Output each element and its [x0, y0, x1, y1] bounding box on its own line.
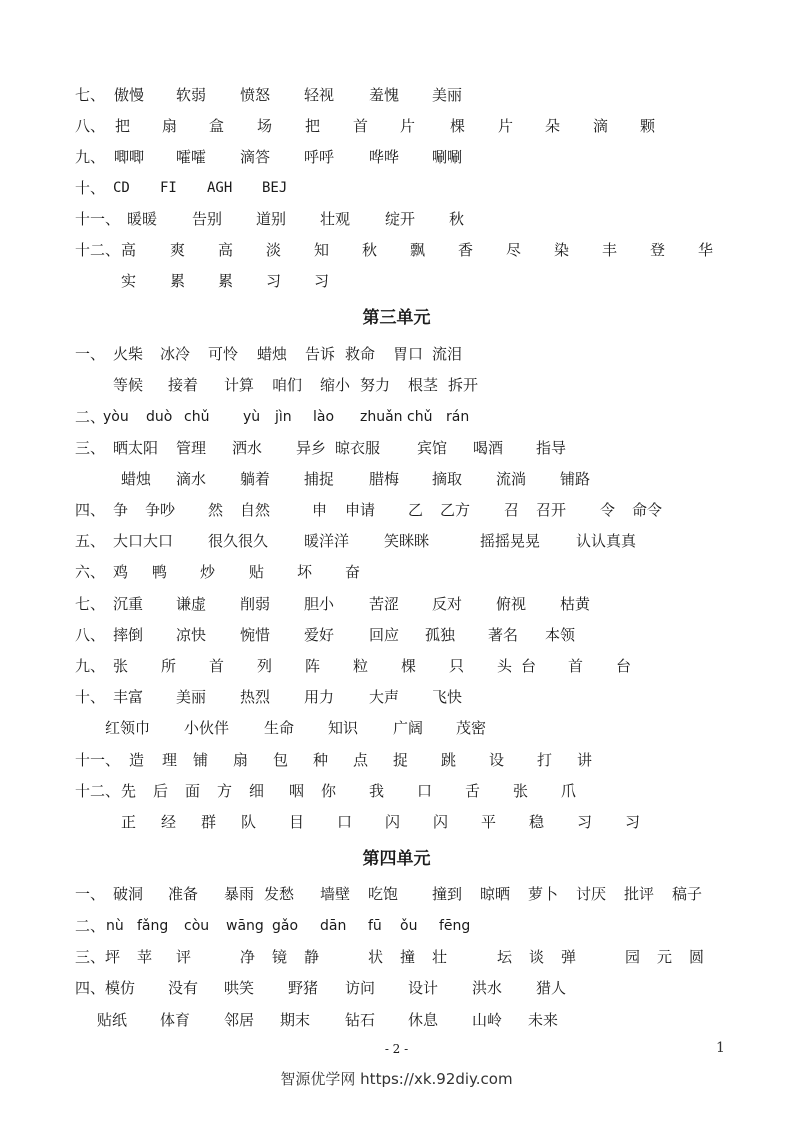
pinyin-word: chǔ: [184, 409, 210, 425]
row-number: 三、: [75, 439, 106, 457]
answer-word: 闪: [385, 813, 401, 831]
answer-word: 撞: [400, 948, 416, 966]
pinyin-word: nù: [106, 918, 124, 934]
answer-word: 羞愧: [369, 86, 400, 104]
answer-word: 救命: [345, 345, 376, 363]
answer-word: 扇: [233, 751, 249, 769]
answer-word: 片: [400, 117, 416, 135]
answer-word: 群: [201, 813, 217, 831]
row-number: 七、: [75, 595, 106, 613]
answer-word: 争: [113, 501, 129, 519]
answer-word: 鸭: [152, 563, 168, 581]
answer-word: 蜡烛: [257, 345, 288, 363]
pinyin-word: chǔ: [407, 409, 433, 425]
answer-word: 回应: [369, 626, 400, 644]
answer-word: 嚯嚯: [176, 148, 207, 166]
answer-word: 摘取: [432, 470, 463, 488]
answer-word: 朵: [545, 117, 561, 135]
answer-word: 胆小: [304, 595, 335, 613]
answer-word: 乙: [408, 501, 424, 519]
answer-word: 列: [257, 657, 273, 675]
answer-word: 休息: [408, 1011, 439, 1029]
answer-word: 染: [554, 241, 570, 259]
answer-word: 圆: [689, 948, 705, 966]
answer-word: 理: [162, 751, 178, 769]
answer-word: 累: [218, 272, 234, 290]
answer-word: 壮: [432, 948, 448, 966]
answer-word: 闪: [433, 813, 449, 831]
answer-word: 宾馆: [417, 439, 448, 457]
answer-word: 稳: [529, 813, 545, 831]
pinyin-word: yù: [243, 409, 261, 425]
answer-word: 山岭: [472, 1011, 503, 1029]
answer-word: 蜡烛: [121, 470, 152, 488]
answer-word: 生命: [264, 719, 295, 737]
answer-word: 淡: [266, 241, 282, 259]
answer-word: 呼呼: [304, 148, 335, 166]
pinyin-word: lào: [313, 409, 335, 425]
answer-word: 面: [185, 782, 201, 800]
answer-word: 俯视: [496, 595, 527, 613]
answer-word: 镜: [272, 948, 288, 966]
answer-word: 谈: [529, 948, 545, 966]
answer-word: 本领: [545, 626, 576, 644]
row-number: 五、: [75, 532, 106, 550]
answer-word: 滴水: [176, 470, 207, 488]
answer-word: 邻居: [224, 1011, 255, 1029]
answer-word: 摇摇晃晃: [480, 532, 541, 550]
answer-word: 反对: [432, 595, 463, 613]
answer-word: 咱们: [272, 376, 303, 394]
answer-word: 丰富: [113, 688, 144, 706]
answer-word: 暴雨: [224, 885, 255, 903]
answer-word: 场: [257, 117, 273, 135]
answer-word: 跳: [441, 751, 457, 769]
answer-word: 尽: [506, 241, 522, 259]
answer-word: 召: [504, 501, 520, 519]
answer-word: 知识: [328, 719, 359, 737]
answer-word: 野猪: [288, 979, 319, 997]
answer-word: 认认真真: [576, 532, 637, 550]
pinyin-word: còu: [184, 918, 210, 934]
answer-word: 造: [129, 751, 145, 769]
answer-word: 秋: [449, 210, 465, 228]
answer-word: 胃口: [393, 345, 424, 363]
answer-word: 台: [521, 657, 537, 675]
row-number: 一、: [75, 345, 106, 363]
answer-word: 弹: [561, 948, 577, 966]
answer-word: 把: [115, 117, 131, 135]
answer-word: 喝酒: [473, 439, 504, 457]
answer-word: 铺: [193, 751, 209, 769]
answer-word: BEJ: [262, 180, 288, 196]
pinyin-word: fū: [368, 918, 382, 934]
answer-word: 坏: [297, 563, 313, 581]
answer-word: 滴答: [240, 148, 271, 166]
answer-word: 颗: [640, 117, 656, 135]
answer-word: 舌: [465, 782, 481, 800]
answer-word: 评: [176, 948, 192, 966]
answer-word: 阵: [305, 657, 321, 675]
answer-word: 洒水: [232, 439, 263, 457]
pinyin-word: gǎo: [272, 918, 299, 934]
answer-word: 晒太阳: [113, 439, 159, 457]
answer-word: 坪: [105, 948, 121, 966]
answer-word: 所: [161, 657, 177, 675]
answer-word: 实: [121, 272, 137, 290]
answer-word: 道别: [256, 210, 287, 228]
pinyin-word: zhuǎn: [360, 409, 403, 425]
answer-word: 壮观: [320, 210, 351, 228]
answer-word: 把: [305, 117, 321, 135]
answer-word: 口: [337, 813, 353, 831]
answer-word: 模仿: [105, 979, 136, 997]
answer-word: 墙壁: [320, 885, 351, 903]
pinyin-word: fǎng: [137, 918, 169, 934]
answer-word: 爪: [561, 782, 577, 800]
row-number: 一、: [75, 885, 106, 903]
answer-word: 可怜: [208, 345, 239, 363]
answer-word: 张: [513, 782, 529, 800]
corner-mark: 1: [716, 1040, 725, 1056]
answer-word: 期末: [280, 1011, 311, 1029]
answer-word: 鸡: [113, 563, 129, 581]
answer-word: 贴: [249, 563, 265, 581]
answer-word: 愤怒: [240, 86, 271, 104]
pinyin-word: duò: [146, 409, 173, 425]
answer-word: 拆开: [448, 376, 479, 394]
answer-word: 计算: [224, 376, 255, 394]
pinyin-word: fēng: [439, 918, 471, 934]
row-number: 二、: [75, 408, 106, 426]
row-number: 十一、: [75, 751, 121, 769]
answer-word: 贴纸: [97, 1011, 128, 1029]
answer-word: 静: [304, 948, 320, 966]
answer-word: 你: [321, 782, 337, 800]
answer-word: 扇: [162, 117, 178, 135]
answer-word: 棵: [450, 117, 466, 135]
answer-word: 滴: [593, 117, 609, 135]
answer-word: 惋惜: [240, 626, 271, 644]
answer-word: 口: [417, 782, 433, 800]
answer-word: 设: [489, 751, 505, 769]
row-number: 二、: [75, 917, 106, 935]
answer-word: 包: [273, 751, 289, 769]
answer-word: 讲: [577, 751, 593, 769]
answer-word: 轻视: [304, 86, 335, 104]
answer-word: 软弱: [176, 86, 207, 104]
answer-word: 稿子: [672, 885, 703, 903]
answer-word: 讨厌: [576, 885, 607, 903]
answer-word: 钻石: [345, 1011, 376, 1029]
answer-word: 暖暖: [127, 210, 158, 228]
answer-word: 奋: [345, 563, 361, 581]
row-number: 四、: [75, 979, 106, 997]
pinyin-word: ǒu: [400, 918, 418, 934]
pinyin-word: dān: [320, 918, 347, 934]
row-number: 九、: [75, 148, 106, 166]
answer-word: 哗哗: [369, 148, 400, 166]
answer-word: 凉快: [176, 626, 207, 644]
answer-word: 接着: [168, 376, 199, 394]
answer-word: 园: [625, 948, 641, 966]
answer-word: 飘: [410, 241, 426, 259]
answer-word: 大口大口: [113, 532, 174, 550]
answer-word: 没有: [168, 979, 199, 997]
answer-word: 笑眯眯: [384, 532, 430, 550]
answer-word: 净: [240, 948, 256, 966]
answer-word: 粒: [353, 657, 369, 675]
answer-word: 正: [121, 813, 137, 831]
answer-word: 累: [170, 272, 186, 290]
answer-word: 哄笑: [224, 979, 255, 997]
answer-word: 用力: [304, 688, 335, 706]
answer-word: 习: [266, 272, 282, 290]
answer-word: 元: [657, 948, 673, 966]
answer-word: 晾晒: [480, 885, 511, 903]
answer-word: AGH: [207, 180, 233, 196]
answer-word: 洪水: [472, 979, 503, 997]
answer-word: 令: [600, 501, 616, 519]
unit4-title: 第四单元: [362, 849, 431, 869]
answer-word: 命令: [632, 501, 663, 519]
row-number: 十二、: [75, 782, 121, 800]
answer-word: 冰冷: [160, 345, 191, 363]
row-number: 十一、: [75, 210, 121, 228]
answer-word: 破洞: [113, 885, 144, 903]
answer-word: 召开: [536, 501, 567, 519]
answer-word: 状: [368, 948, 384, 966]
answer-word: FI: [160, 180, 177, 196]
answer-word: 习: [314, 272, 330, 290]
answer-word: 爱好: [304, 626, 335, 644]
answer-word: 捕捉: [304, 470, 335, 488]
answer-word: 批评: [624, 885, 655, 903]
pinyin-word: yòu: [103, 409, 129, 425]
answer-word: 打: [537, 751, 553, 769]
answer-word: 细: [249, 782, 265, 800]
answer-word: 然: [208, 501, 224, 519]
answer-word: 片: [498, 117, 514, 135]
answer-word: 根茎: [408, 376, 439, 394]
answer-word: 首: [209, 657, 225, 675]
answer-word: 躺着: [240, 470, 271, 488]
answer-word: 知: [314, 241, 330, 259]
answer-word: 发愁: [264, 885, 295, 903]
answer-word: 暖洋洋: [304, 532, 350, 550]
answer-word: 申: [312, 501, 328, 519]
answer-word: 晾衣服: [335, 439, 381, 457]
row-number: 八、: [75, 626, 106, 644]
answer-word: 首: [353, 117, 369, 135]
answer-word: 指导: [536, 439, 567, 457]
answer-word: 撞到: [432, 885, 463, 903]
answer-word: 高: [121, 241, 137, 259]
answer-word: 捉: [393, 751, 409, 769]
answer-word: 目: [289, 813, 305, 831]
answer-word: 炒: [200, 563, 216, 581]
answer-word: 争吵: [145, 501, 176, 519]
answer-word: 缩小: [320, 376, 351, 394]
answer-word: 著名: [488, 626, 519, 644]
answer-word: 张: [113, 657, 129, 675]
answer-word: 美丽: [176, 688, 207, 706]
row-number: 七、: [75, 86, 106, 104]
answer-word: 很久很久: [208, 532, 269, 550]
answer-word: 只: [449, 657, 465, 675]
answer-word: 坛: [497, 948, 513, 966]
answer-word: 自然: [240, 501, 271, 519]
answer-word: 后: [153, 782, 169, 800]
row-number: 八、: [75, 117, 106, 135]
row-number: 十、: [75, 179, 106, 197]
answer-word: 苦涩: [369, 595, 400, 613]
answer-word: 热烈: [240, 688, 271, 706]
page-number: - 2 -: [384, 1042, 409, 1056]
pinyin-word: jìn: [275, 409, 292, 425]
answer-word: 体育: [160, 1011, 191, 1029]
answer-word: 爽: [170, 241, 186, 259]
answer-word: 苹: [137, 948, 153, 966]
row-number: 九、: [75, 657, 106, 675]
answer-word: 告别: [192, 210, 223, 228]
answer-word: 铺路: [560, 470, 591, 488]
answer-word: 棵: [401, 657, 417, 675]
answer-word: 登: [650, 241, 666, 259]
answer-word: 种: [313, 751, 329, 769]
pinyin-word: rán: [446, 409, 470, 425]
answer-word: 沉重: [113, 595, 144, 613]
answer-word: 设计: [408, 979, 439, 997]
row-number: 四、: [75, 501, 106, 519]
row-number: 十、: [75, 688, 106, 706]
answer-word: 绽开: [385, 210, 416, 228]
answer-word: 等候: [113, 376, 144, 394]
answer-word: 飞快: [432, 688, 463, 706]
answer-word: 先: [121, 782, 137, 800]
answer-word: 告诉: [305, 345, 336, 363]
row-number: 六、: [75, 563, 106, 581]
answer-word: 美丽: [432, 86, 463, 104]
answer-word: 茂密: [456, 719, 487, 737]
answer-word: 咽: [289, 782, 305, 800]
answer-word: 猎人: [536, 979, 567, 997]
site-footer: 智源优学网 https://xk.92diy.com: [280, 1070, 513, 1088]
answer-word: 访问: [345, 979, 376, 997]
row-number: 十二、: [75, 241, 121, 259]
answer-word: 队: [241, 813, 257, 831]
answer-word: 未来: [528, 1011, 559, 1029]
answer-word: 管理: [176, 439, 207, 457]
answer-word: 广阔: [393, 719, 424, 737]
unit3-title: 第三单元: [362, 308, 431, 328]
pinyin-word: wāng: [226, 918, 264, 934]
answer-word: 首: [568, 657, 584, 675]
answer-word: 流泪: [432, 345, 463, 363]
answer-word: CD: [113, 180, 130, 196]
answer-word: 经: [161, 813, 177, 831]
answer-word: 流淌: [496, 470, 527, 488]
answer-word: 削弱: [240, 595, 271, 613]
answer-word: 乙方: [440, 501, 471, 519]
answer-word: 唰唰: [432, 148, 463, 166]
answer-word: 平: [481, 813, 497, 831]
answer-word: 努力: [360, 376, 391, 394]
answer-word: 香: [458, 241, 474, 259]
answer-word: 丰: [602, 241, 618, 259]
answer-word: 谦虚: [176, 595, 207, 613]
answer-word: 申请: [345, 501, 376, 519]
answer-word: 盒: [209, 117, 225, 135]
answer-word: 方: [217, 782, 233, 800]
answer-word: 腊梅: [369, 470, 400, 488]
answer-word: 我: [369, 782, 385, 800]
answer-word: 秋: [362, 241, 378, 259]
answer-word: 高: [218, 241, 234, 259]
row-number: 三、: [75, 948, 106, 966]
answer-word: 火柴: [113, 345, 144, 363]
answer-word: 点: [353, 751, 369, 769]
answer-word: 台: [616, 657, 632, 675]
answer-word: 枯黄: [560, 595, 591, 613]
answer-word: 萝卜: [528, 885, 559, 903]
answer-word: 红领巾: [105, 719, 151, 737]
answer-word: 傲慢: [114, 86, 145, 104]
answer-word: 小伙伴: [184, 719, 230, 737]
answer-word: 吃饱: [368, 885, 399, 903]
answer-word: 习: [625, 813, 641, 831]
answer-word: 华: [698, 241, 714, 259]
answer-word: 头: [497, 657, 513, 675]
answer-word: 孤独: [425, 626, 456, 644]
answer-word: 习: [577, 813, 593, 831]
answer-word: 唧唧: [114, 148, 145, 166]
answer-word: 大声: [369, 688, 400, 706]
answer-word: 摔倒: [113, 626, 144, 644]
answer-word: 异乡: [296, 439, 327, 457]
answer-word: 准备: [168, 885, 199, 903]
